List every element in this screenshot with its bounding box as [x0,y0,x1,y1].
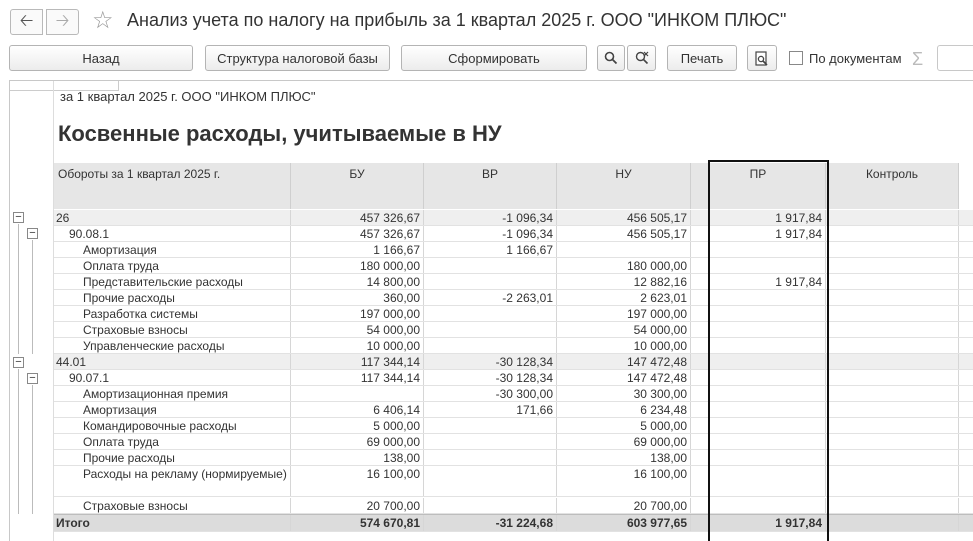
row-nu: 30 300,00 [557,386,691,401]
row-nu: 6 234,48 [557,402,691,417]
row-vr: 171,66 [424,402,557,417]
row-pr [691,370,826,385]
row-pr [691,322,826,337]
tax-base-structure-button[interactable]: Структура налоговой базы [205,45,390,71]
table-row[interactable] [54,450,973,466]
row-pr [691,498,826,513]
print-button[interactable]: Печать [667,45,737,71]
table-row[interactable] [54,434,973,450]
row-vr [424,450,557,465]
row-vr [424,338,557,353]
search-clear-button[interactable] [627,45,656,71]
row-vr: 1 166,67 [424,242,557,257]
tree-line [18,369,19,514]
row-label: Прочие расходы [54,290,291,305]
row-nu: 10 000,00 [557,338,691,353]
row-control [826,306,959,321]
generate-button[interactable]: Сформировать [401,45,587,71]
row-nu [557,242,691,257]
table-row[interactable] [54,226,973,242]
total-vr: -31 224,68 [424,515,557,531]
column-header-pr: ПР [691,163,826,209]
search-clear-icon [635,51,649,65]
column-header-control: Контроль [826,163,959,209]
row-bu: 6 406,14 [291,402,424,417]
search-button[interactable] [597,45,625,71]
row-pr [691,418,826,433]
row-label: Амортизационная премия [54,386,291,401]
table-row[interactable] [54,418,973,434]
row-control [826,210,959,225]
row-nu: 69 000,00 [557,434,691,449]
row-vr [424,322,557,337]
report-subtitle: за 1 квартал 2025 г. ООО "ИНКОМ ПЛЮС" [60,89,316,104]
row-control [826,450,959,465]
row-pr: 1 917,84 [691,274,826,289]
back-nav-button[interactable] [10,9,43,35]
by-documents-checkbox[interactable] [789,51,803,65]
row-nu: 456 505,17 [557,226,691,241]
row-label: 90.07.1 [54,370,291,385]
row-label: Амортизация [54,242,291,257]
sum-field[interactable] [937,45,973,71]
row-pr [691,450,826,465]
row-bu: 117 344,14 [291,370,424,385]
row-pr [691,402,826,417]
row-bu: 16 100,00 [291,466,424,496]
row-pr [691,242,826,257]
collapse-toggle-26[interactable]: − [13,212,24,223]
row-control [826,226,959,241]
row-bu: 117 344,14 [291,354,424,369]
table-row[interactable] [54,370,973,386]
row-control [826,274,959,289]
row-nu: 456 505,17 [557,210,691,225]
row-bu: 20 700,00 [291,498,424,513]
row-bu: 138,00 [291,450,424,465]
total-label: Итого [54,515,291,531]
row-bu: 10 000,00 [291,338,424,353]
total-nu: 603 977,65 [557,515,691,531]
arrow-left-icon: 🡠 [19,10,34,30]
row-vr: -2 263,01 [424,290,557,305]
row-label: Оплата труда [54,258,291,273]
row-vr: -30 128,34 [424,354,557,369]
row-vr: -30 300,00 [424,386,557,401]
row-nu: 138,00 [557,450,691,465]
total-pr: 1 917,84 [691,515,826,531]
collapse-toggle-90-08-1[interactable]: − [27,228,38,239]
row-bu [291,386,424,401]
row-vr [424,418,557,433]
star-icon[interactable]: ☆ [92,7,114,34]
table-row[interactable] [54,258,973,274]
row-control [826,322,959,337]
row-nu: 54 000,00 [557,322,691,337]
row-bu: 180 000,00 [291,258,424,273]
column-header-vr: ВР [424,163,557,209]
row-nu: 180 000,00 [557,258,691,273]
row-vr [424,498,557,513]
column-header-label: Обороты за 1 квартал 2025 г. [54,163,291,209]
row-label: Представительские расходы [54,274,291,289]
row-pr [691,306,826,321]
row-bu: 69 000,00 [291,434,424,449]
row-control [826,354,959,369]
table-row[interactable] [54,322,973,338]
table-row[interactable] [54,338,973,354]
row-control [826,290,959,305]
collapse-toggle-90-07-1[interactable]: − [27,373,38,384]
row-pr [691,290,826,305]
row-vr [424,258,557,273]
row-bu: 457 326,67 [291,226,424,241]
row-bu: 457 326,67 [291,210,424,225]
row-label: Разработка системы [54,306,291,321]
row-vr: -30 128,34 [424,370,557,385]
row-bu: 1 166,67 [291,242,424,257]
tree-line [32,385,33,514]
row-pr [691,354,826,369]
row-bu: 5 000,00 [291,418,424,433]
total-row[interactable] [54,514,973,532]
table-row[interactable] [54,210,973,226]
row-label: Страховые взносы [54,498,291,513]
column-header-nu: НУ [557,163,691,209]
arrow-right-icon: 🡢 [55,10,70,30]
row-bu: 360,00 [291,290,424,305]
row-nu: 2 623,01 [557,290,691,305]
collapse-toggle-44-01[interactable]: − [13,357,24,368]
window-title: Анализ учета по налогу на прибыль за 1 квартал 2025 г. ООО "ИНКОМ ПЛЮС" [127,10,787,30]
table-row[interactable] [54,242,973,258]
row-bu: 14 800,00 [291,274,424,289]
table-row[interactable] [54,354,973,370]
by-documents-label: По документам [809,51,902,66]
forward-nav-button[interactable] [46,9,79,35]
row-bu: 54 000,00 [291,322,424,337]
sigma-icon[interactable]: Σ [912,49,924,69]
row-control [826,338,959,353]
row-vr [424,274,557,289]
row-vr [424,306,557,321]
row-nu: 12 882,16 [557,274,691,289]
tree-line [18,224,19,354]
row-label: 26 [54,210,291,225]
row-nu: 20 700,00 [557,498,691,513]
report-heading: Косвенные расходы, учитываемые в НУ [58,121,502,146]
print-preview-icon [755,51,769,66]
table-row[interactable] [54,290,973,306]
table-row[interactable] [54,306,973,322]
row-control [826,386,959,401]
row-pr [691,338,826,353]
row-control [826,242,959,257]
row-label: Страховые взносы [54,322,291,337]
row-label: 44.01 [54,354,291,369]
back-button[interactable]: Назад [9,45,193,71]
row-pr: 1 917,84 [691,210,826,225]
row-nu: 197 000,00 [557,306,691,321]
row-vr [424,466,557,496]
row-pr [691,258,826,273]
row-label: Амортизация [54,402,291,417]
row-control [826,370,959,385]
column-header-bu: БУ [291,163,424,209]
row-control [826,434,959,449]
table-row[interactable] [54,274,973,290]
title-bar [0,0,973,42]
row-nu: 16 100,00 [557,466,691,496]
row-nu: 147 472,48 [557,370,691,385]
row-label: Управленческие расходы [54,338,291,353]
table-row[interactable] [54,402,973,418]
table-row[interactable] [54,498,973,514]
row-nu: 5 000,00 [557,418,691,433]
preview-button[interactable] [747,45,777,71]
row-control [826,258,959,273]
table-row[interactable] [54,466,973,497]
row-pr: 1 917,84 [691,226,826,241]
row-bu: 197 000,00 [291,306,424,321]
row-pr [691,434,826,449]
row-vr: -1 096,34 [424,210,557,225]
row-nu: 147 472,48 [557,354,691,369]
row-control [826,466,959,496]
row-pr [691,386,826,401]
table-row[interactable] [54,386,973,402]
total-bu: 574 670,81 [291,515,424,531]
row-control [826,418,959,433]
search-icon [604,51,618,65]
row-vr: -1 096,34 [424,226,557,241]
row-pr [691,466,826,496]
total-control [826,515,959,531]
row-label: Прочие расходы [54,450,291,465]
row-label: Оплата труда [54,434,291,449]
row-control [826,498,959,513]
row-vr [424,434,557,449]
tree-line [32,240,33,354]
row-control [826,402,959,417]
row-label: 90.08.1 [54,226,291,241]
report-area [9,80,973,541]
row-label: Командировочные расходы [54,418,291,433]
row-label: Расходы на рекламу (нормируемые) [54,466,291,496]
